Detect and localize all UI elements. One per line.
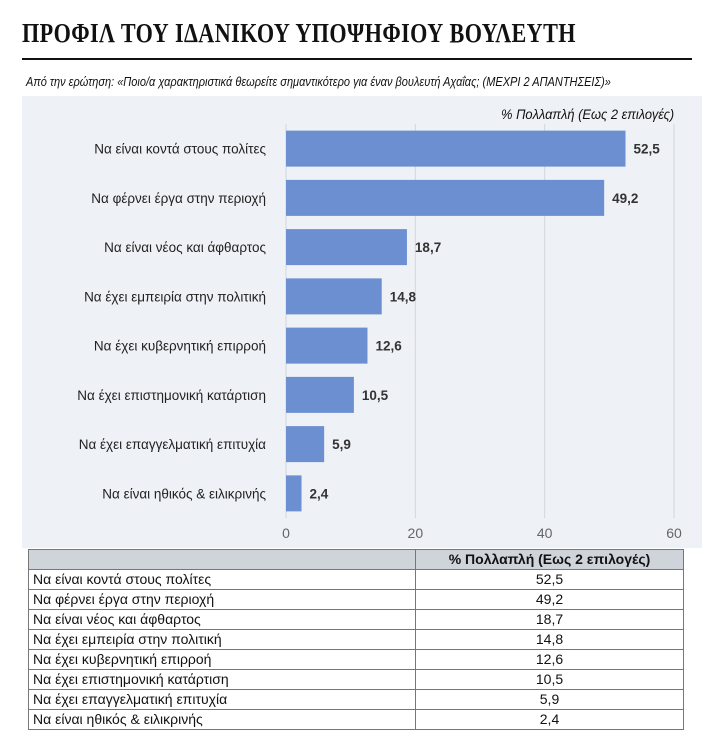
- row-label: Να έχει εμπειρία στην πολιτική: [29, 630, 416, 650]
- data-label: 2,4: [309, 486, 329, 502]
- table-row: [29, 670, 684, 690]
- category-label: Να είναι νέος και άφθαρτος: [104, 240, 266, 256]
- table-row: [29, 710, 684, 730]
- table-header-value: % Πολλαπλή (Εως 2 επιλογές): [416, 550, 684, 570]
- row-value: 5,9: [416, 690, 684, 710]
- row-label: Να φέρνει έργα στην περιοχή: [29, 590, 416, 610]
- table-row: [29, 630, 684, 650]
- series-label: % Πολλαπλή (Εως 2 επιλογές): [500, 106, 674, 122]
- x-tick-label: 40: [536, 525, 553, 541]
- row-value: 2,4: [416, 710, 684, 730]
- category-label: Να είναι κοντά στους πολίτες: [94, 141, 266, 157]
- table-row: [29, 610, 684, 630]
- category-label: Να έχει επιστημονική κατάρτιση: [77, 387, 266, 403]
- bar: [286, 229, 407, 265]
- x-tick-label: 20: [407, 525, 424, 541]
- data-label: 5,9: [332, 437, 351, 453]
- data-label: 52,5: [633, 141, 660, 157]
- table-header-empty: [29, 550, 416, 570]
- category-label: Να έχει εμπειρία στην πολιτική: [84, 289, 266, 305]
- bar: [286, 278, 382, 314]
- data-label: 18,7: [414, 240, 442, 256]
- data-label: 49,2: [612, 190, 639, 206]
- question-subtitle: Από την ερώτηση: «Ποιο/α χαρακτηριστικά θεωρείτε σημαντικότερο για έναν βουλευτή Αχαΐας; (ΜΕΧΡΙ 2 ΑΠΑΝΤΗΣΕΙΣ)»: [26, 75, 611, 89]
- row-label: Να είναι νέος και άφθαρτος: [29, 610, 416, 630]
- table-row: [29, 590, 684, 610]
- row-label: Να έχει επαγγελματική επιτυχία: [29, 690, 416, 710]
- data-label: 12,6: [375, 338, 402, 354]
- category-label: Να έχει κυβερνητική επιρροή: [93, 338, 266, 354]
- row-label: Να είναι κοντά στους πολίτες: [29, 570, 416, 590]
- data-label: 14,8: [389, 289, 416, 305]
- category-label: Να φέρνει έργα στην περιοχή: [91, 190, 266, 206]
- table-row: [29, 650, 684, 670]
- x-tick-label: 60: [666, 525, 682, 541]
- row-value: 18,7: [416, 610, 684, 630]
- row-label: Να έχει επιστημονική κατάρτιση: [29, 670, 416, 690]
- bar: [286, 377, 354, 413]
- table-row: [29, 690, 684, 710]
- data-table: [28, 549, 684, 730]
- bar: [286, 328, 367, 364]
- bar: [286, 180, 604, 216]
- row-value: 49,2: [416, 590, 684, 610]
- category-label: Να είναι ηθικός & ειλικρινής: [102, 486, 266, 502]
- row-value: 52,5: [416, 570, 684, 590]
- bar: [286, 131, 626, 167]
- bar: [286, 426, 324, 462]
- row-value: 14,8: [416, 630, 684, 650]
- row-label: Να είναι ηθικός & ειλικρινής: [29, 710, 416, 730]
- data-label: 10,5: [361, 387, 389, 403]
- x-tick-label: 0: [282, 525, 290, 541]
- bar: [286, 475, 302, 511]
- category-label: Να έχει επαγγελματική επιτυχία: [78, 437, 266, 453]
- row-value: 12,6: [416, 650, 684, 670]
- row-value: 10,5: [416, 670, 684, 690]
- row-label: Να έχει κυβερνητική επιρροή: [29, 650, 416, 670]
- page-title: ΠΡΟΦΙΛ ΤΟΥ ΙΔΑΝΙΚΟΥ ΥΠΟΨΗΦΙΟΥ ΒΟΥΛΕΥΤΗ: [22, 18, 576, 48]
- table-header-row: [29, 550, 684, 570]
- table-row: [29, 570, 684, 590]
